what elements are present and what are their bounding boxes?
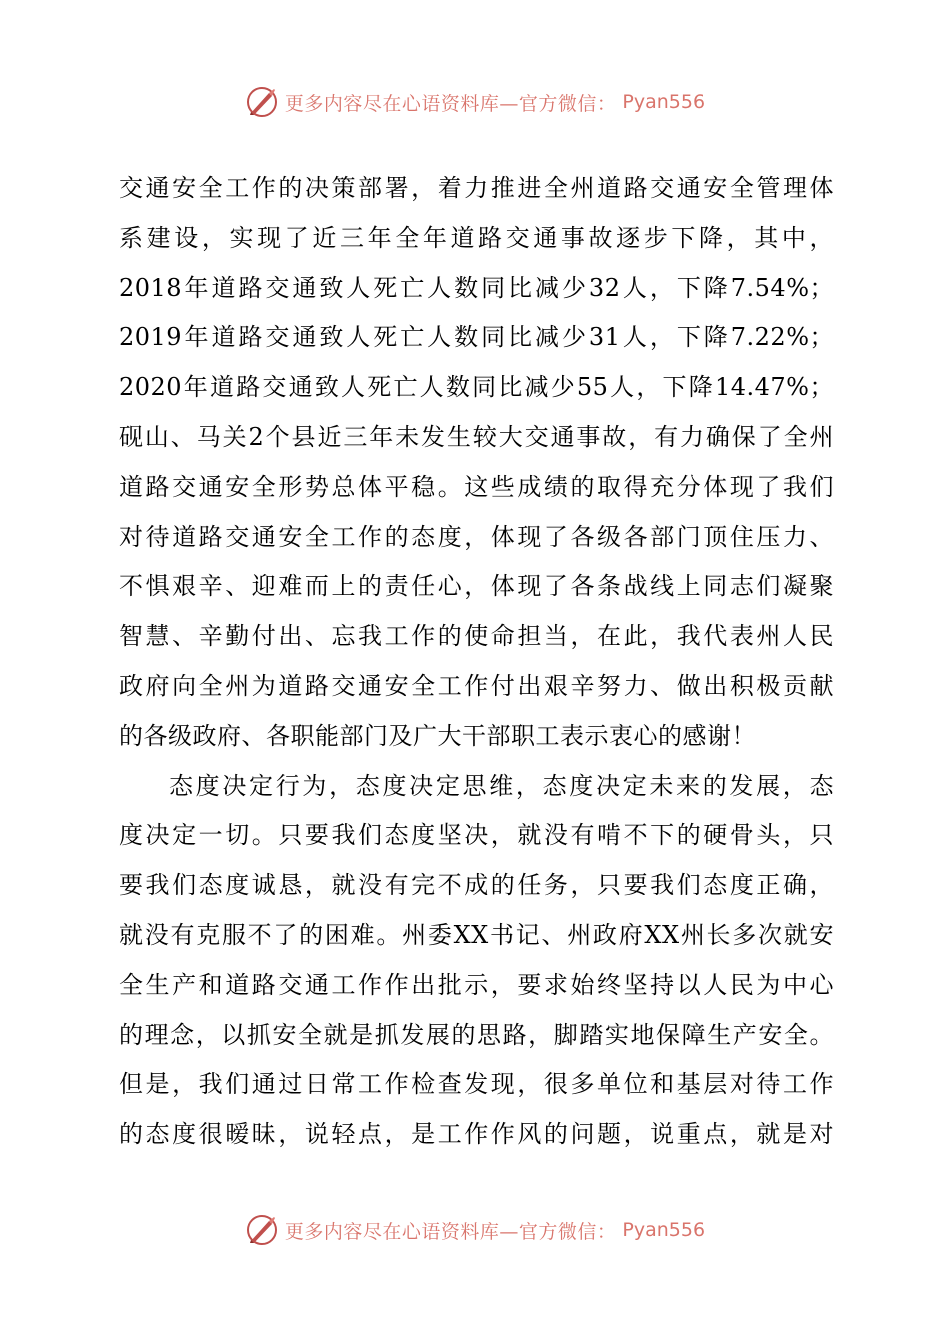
text-line: 的理念，以抓安全就是抓发展的思路，脚踏实地保障生产安全。 (119, 1020, 834, 1049)
text-line: 度决定一切。只要我们态度坚决，就没有啃不下的硬骨头，只 (119, 821, 834, 850)
text-line: 系建设，实现了近三年全年道路交通事故逐步下降，其中， (119, 223, 834, 252)
text-line: 态度决定行为，态度决定思维，态度决定未来的发展，态 (169, 771, 834, 800)
text-line: 但是，我们通过日常工作检查发现，很多单位和基层对待工作 (119, 1070, 834, 1099)
text-line: 不惧艰辛、迎难而上的责任心，体现了各条战线上同志们凝聚 (119, 572, 834, 601)
header-watermark (0, 82, 950, 122)
text-line: 2020年道路交通致人死亡人数同比减少55人，下降14.47%； (119, 373, 834, 402)
quill-pen-logo-icon (245, 85, 279, 119)
text-line: 2018年道路交通致人死亡人数同比减少32人，下降7.54%； (119, 273, 834, 302)
text-line: 对待道路交通安全工作的态度，体现了各级各部门顶住压力、 (119, 522, 834, 551)
text-line: 就没有克服不了的困难。州委XX书记、州政府XX州长多次就安 (119, 920, 834, 949)
text-line: 的态度很暧昧，说轻点，是工作作风的问题，说重点，就是对 (119, 1120, 834, 1149)
text-line: 砚山、马关2个县近三年未发生较大交通事故，有力确保了全州 (119, 422, 834, 451)
footer-watermark (0, 1210, 950, 1250)
watermark-text: 更多内容尽在心语资料库—官方微信： (284, 1220, 617, 1243)
quill-pen-logo-icon (245, 1213, 279, 1247)
text-line: 的各级政府、各职能部门及广大干部职工表示衷心的感谢！ (119, 721, 756, 750)
text-line: 交通安全工作的决策部署，着力推进全州道路交通安全管理体 (119, 174, 834, 202)
document-body (119, 164, 834, 1160)
text-line: 智慧、辛勤付出、忘我工作的使命担当，在此，我代表州人民 (119, 622, 834, 651)
watermark-wechat-id: Pyan556 (622, 91, 706, 113)
paragraph-2 (119, 762, 834, 1160)
paragraph-1 (119, 164, 834, 762)
text-line: 全生产和道路交通工作作出批示，要求始终坚持以人民为中心 (119, 970, 834, 999)
watermark-text: 更多内容尽在心语资料库—官方微信： (284, 92, 617, 115)
text-line: 要我们态度诚恳，就没有完不成的任务，只要我们态度正确， (119, 871, 834, 900)
text-line: 2019年道路交通致人死亡人数同比减少31人，下降7.22%； (119, 323, 834, 352)
text-line: 政府向全州为道路交通安全工作付出艰辛努力、做出积极贡献 (119, 671, 834, 700)
watermark-wechat-id: Pyan556 (622, 1219, 706, 1241)
text-line: 道路交通安全形势总体平稳。这些成绩的取得充分体现了我们 (119, 472, 834, 501)
